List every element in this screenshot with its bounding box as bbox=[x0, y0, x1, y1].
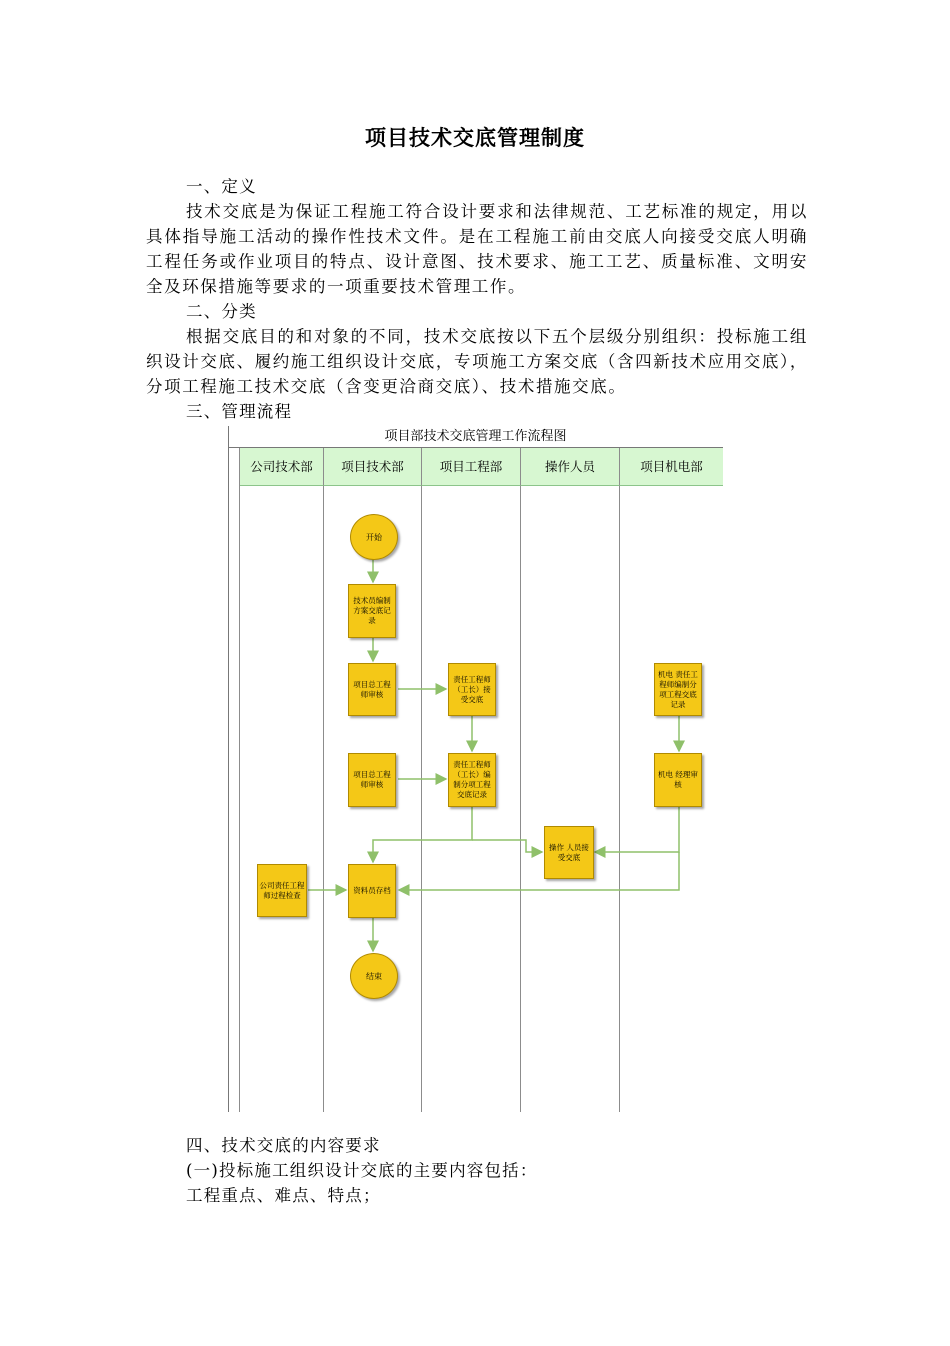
worker-receive-box: 操作 人员接受交底 bbox=[544, 826, 594, 879]
arrow-compile2-worker bbox=[472, 840, 542, 852]
lane-header-company-tech: 公司技术部 bbox=[240, 448, 324, 486]
section-4-subheading: (一)投标施工组织设计交底的主要内容包括： bbox=[186, 1161, 538, 1180]
section-4-heading: 四、技术交底的内容要求 bbox=[186, 1136, 381, 1155]
mep-review-box: 机电 经理审核 bbox=[654, 753, 702, 807]
compile-disclosure-box: 技术员编制方案交底记录 bbox=[348, 584, 396, 638]
lane-header-project-tech: 项目技术部 bbox=[324, 448, 422, 486]
section-1-heading: 一、定义 bbox=[186, 177, 257, 196]
section-1-body: 技术交底是为保证工程施工符合设计要求和法律规范、工艺标准的规定，用以具体指导施工活动的操作性技术文件。是在工程施工前由交底人向接受交底人明确工程任务或作业项目的特点、设计意图、技术要求、施工工艺、质量标准、文明安全及环保措施等要求的一项重要技术管理工作。 bbox=[146, 202, 808, 296]
chief-engineer-review-box-2: 项目总工程师审核 bbox=[348, 753, 396, 807]
section-2-body: 根据交底目的和对象的不同，技术交底按以下五个层级分别组织：投标施工组织设计交底、履约施工组织设计交底，专项施工方案交底（含四新技术应用交底），分项工程施工技术交底（含变更洽商交底）、技术措施交底。 bbox=[146, 327, 808, 396]
flowchart-title: 项目部技术交底管理工作流程图 bbox=[228, 426, 723, 448]
end-node: 结束 bbox=[350, 953, 398, 999]
section-2-heading: 二、分类 bbox=[186, 302, 257, 321]
receive-disclosure-box: 责任工程师（工长）接受交底 bbox=[448, 663, 496, 716]
section-3-heading: 三、管理流程 bbox=[186, 402, 293, 421]
archive-box: 资料员存档 bbox=[348, 864, 396, 918]
lane-header-project-eng: 项目工程部 bbox=[422, 448, 521, 486]
start-node: 开始 bbox=[350, 514, 398, 560]
arrow-compile2-archive bbox=[373, 807, 472, 862]
company-check-box: 公司责任工程师过程检查 bbox=[257, 864, 307, 917]
arrow-mep-review-worker bbox=[595, 807, 679, 852]
flowchart bbox=[228, 426, 723, 1112]
lane-header-mep: 项目机电部 bbox=[620, 448, 723, 486]
lane-header-operators: 操作人员 bbox=[521, 448, 620, 486]
chief-engineer-review-box-1: 项目总工程师审核 bbox=[348, 663, 396, 716]
arrow-mep-archive bbox=[399, 852, 679, 890]
compile-subitem-box: 责任工程师（工长）编制分项工程交底记录 bbox=[448, 753, 496, 807]
document-title: 项目技术交底管理制度 bbox=[365, 126, 585, 150]
mep-compile-box: 机电 责任工程师编制分项工程交底记录 bbox=[654, 663, 702, 716]
section-4-item: 工程重点、难点、特点； bbox=[186, 1186, 381, 1205]
